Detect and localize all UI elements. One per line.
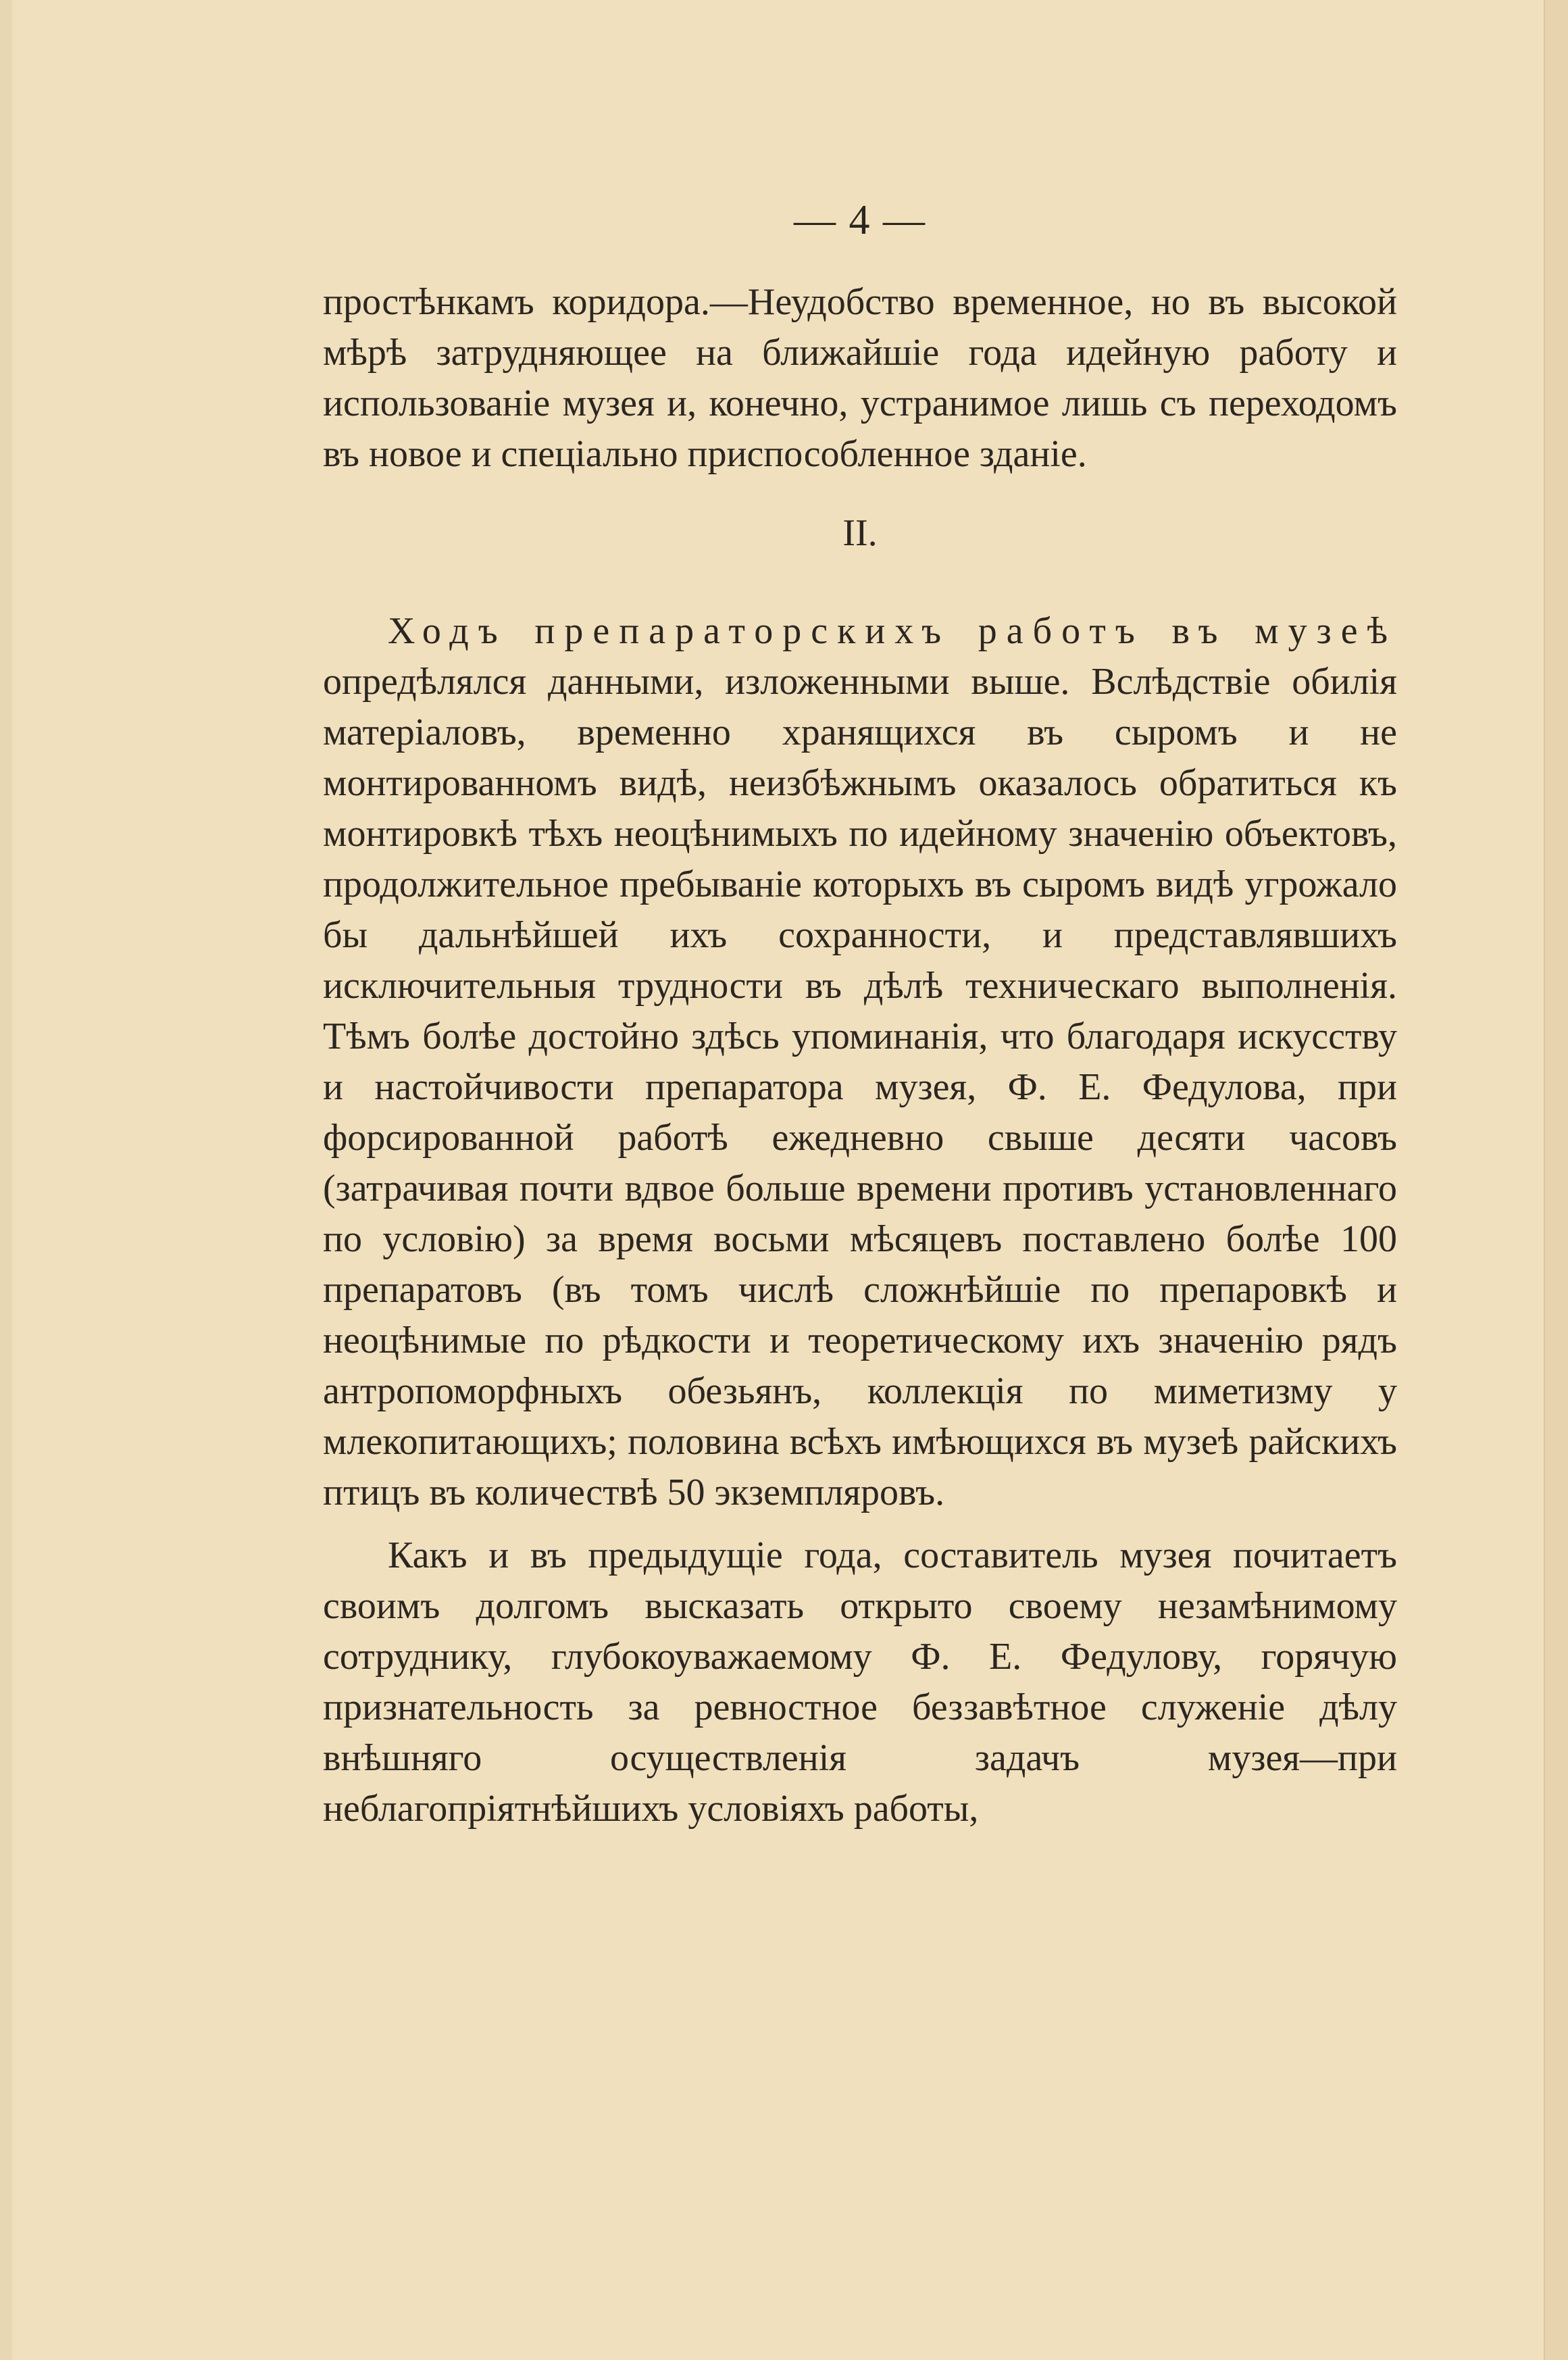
paragraph-2 <box>323 606 1397 1518</box>
paragraph-1: простѣнкамъ коридора.—Неудобство временное, но въ высокой мѣрѣ затрудняющее на ближайшіе года идейную работу и использованіе музея и, конечно, устранимое лишь съ переходомъ въ новое и спеціально приспособленное зданіе. <box>323 281 1397 475</box>
section-heading: II. <box>842 512 878 554</box>
page-text-block <box>323 196 1397 1834</box>
paragraph-2-body: опредѣлялся данными, изложенными выше. Вслѣдствіе обилія матеріаловъ, временно хранящихся въ сыромъ и не монтированномъ видѣ, неизбѣжнымъ оказалось обратиться къ монтировкѣ тѣхъ неоцѣнимыхъ по идейному значенію объектовъ, продолжительное пребываніе которыхъ въ сыромъ видѣ угрожало бы дальнѣйшей ихъ сохранности, и представлявшихъ исключительныя трудности въ дѣлѣ техническаго выполненія. Тѣмъ болѣе достойно здѣсь упоминанія, что благодаря искусству и настойчивости препаратора музея, Ф. Е. Федулова, при форсированной работѣ ежедневно свыше десяти часовъ (затрачивая почти вдвое больше времени противъ установленнаго по условію) за время восьми мѣсяцевъ поставлено болѣе 100 препаратовъ (въ томъ числѣ сложнѣйшіе по препаровкѣ и неоцѣнимые по рѣдкости и теоретическому ихъ значенію рядъ антропоморфныхъ обезьянъ, коллекція по миметизму у млекопитающихъ; половина всѣхъ имѣющихся въ музеѣ райскихъ птицъ въ количествѣ 50 экземпляровъ. <box>323 661 1397 1513</box>
page-left-edge <box>0 0 12 2360</box>
page-number: — 4 — <box>794 197 926 243</box>
paragraph-3: Какъ и въ предыдущіе года, составитель музея почитаетъ своимъ долгомъ высказать открыто своему незамѣнимому сотруднику, глубокоуважаемому Ф. Е. Федулову, горячую признательность за ревностное беззавѣтное служеніе дѣлу внѣшняго осуществленія задачъ музея—при неблагопріятнѣйшихъ условіяхъ работы, <box>323 1534 1397 1830</box>
page-right-edge <box>1544 0 1568 2360</box>
paragraph-2-spaced-lead: Ходъ препараторскихъ работъ въ музеѣ <box>388 610 1397 652</box>
